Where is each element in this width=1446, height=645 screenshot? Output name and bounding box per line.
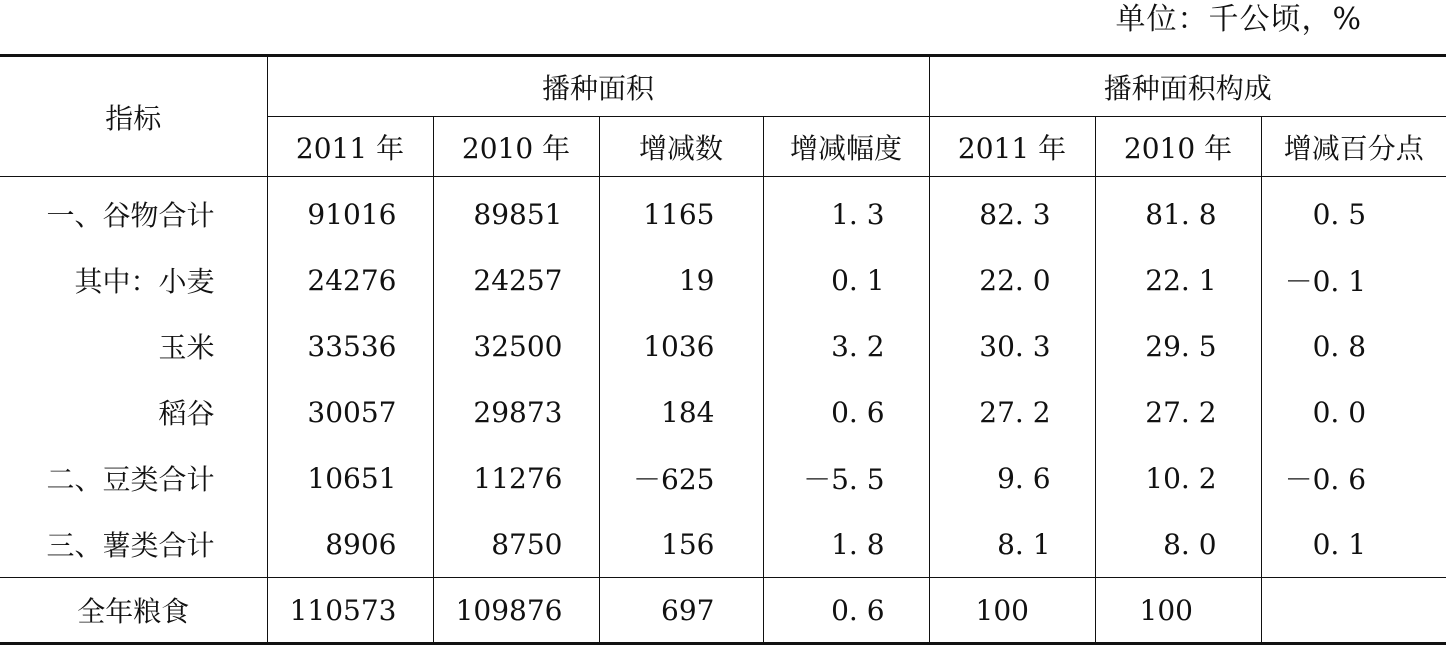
total-row [0,578,1446,644]
row-label: 稻谷 [158,397,215,430]
table-row [0,379,1446,445]
cell-value: 8. 1 [929,511,1095,578]
cell-value: 10651 [267,445,433,511]
cell-value: 0. 5 [1261,177,1446,248]
cell-value: 91016 [267,177,433,248]
col-share-2010: 2010 年 [1095,117,1261,177]
cell-value: 24276 [267,247,433,313]
cell-value: 0. 6 [763,379,929,445]
table-row [0,511,1446,578]
cell-value: 30057 [267,379,433,445]
cell-value: 0. 1 [763,247,929,313]
cell-value: 27. 2 [1095,379,1261,445]
cell-value: 1036 [599,313,763,379]
cell-value: 32500 [433,313,599,379]
cell-value: 109876 [433,578,599,644]
col-area-change-rate: 增减幅度 [763,117,929,177]
cell-value: 11276 [433,445,599,511]
sown-area-share-header: 播种面积构成 [929,56,1446,117]
indicator-header: 指标 [0,56,267,177]
row-label: 一、谷物合计 [46,199,215,232]
table-row [0,177,1446,248]
table-row [0,445,1446,511]
row-label: 玉米 [158,331,215,364]
cell-value: 29. 5 [1095,313,1261,379]
cell-value: －0. 1 [1261,247,1446,313]
grain-area-table [0,54,1446,645]
table-row [0,247,1446,313]
col-share-change-points: 增减百分点 [1261,117,1446,177]
row-label: 二、豆类合计 [46,463,215,496]
table-row [0,313,1446,379]
col-area-2010: 2010 年 [433,117,599,177]
cell-value: 8. 0 [1095,511,1261,578]
cell-value: 19 [599,247,763,313]
cell-value: 0. 6 [763,578,929,644]
cell-value: 27. 2 [929,379,1095,445]
cell-value: 184 [599,379,763,445]
cell-value: 33536 [267,313,433,379]
total-label: 全年粮食 [0,578,267,644]
cell-value: －0. 6 [1261,445,1446,511]
cell-value: －625 [599,445,763,511]
cell-value: 29873 [433,379,599,445]
cell-value: 1165 [599,177,763,248]
cell-value: 0. 8 [1261,313,1446,379]
cell-value: 82. 3 [929,177,1095,248]
row-label: 三、薯类合计 [46,529,215,562]
cell-value: 3. 2 [763,313,929,379]
cell-value: 1. 3 [763,177,929,248]
row-label: 其中：小麦 [74,265,215,298]
cell-value: 697 [599,578,763,644]
cell-value: 89851 [433,177,599,248]
cell-value: 10. 2 [1095,445,1261,511]
col-area-change: 增减数 [599,117,763,177]
cell-value: 81. 8 [1095,177,1261,248]
cell-value: 100 [1095,578,1261,644]
col-share-2011: 2011 年 [929,117,1095,177]
unit-note: 单位：千公顷，% [1115,2,1362,37]
col-area-2011: 2011 年 [267,117,433,177]
cell-value: 22. 1 [1095,247,1261,313]
cell-value: 110573 [267,578,433,644]
cell-value: 22. 0 [929,247,1095,313]
cell-value: 8750 [433,511,599,578]
cell-value: 1. 8 [763,511,929,578]
cell-value: 8906 [267,511,433,578]
sown-area-header: 播种面积 [267,56,929,117]
cell-value: 0. 1 [1261,511,1446,578]
cell-value: 156 [599,511,763,578]
cell-value: －5. 5 [763,445,929,511]
cell-value: 0. 0 [1261,379,1446,445]
cell-value: 9. 6 [929,445,1095,511]
cell-value [1261,578,1446,644]
cell-value: 24257 [433,247,599,313]
cell-value: 100 [929,578,1095,644]
cell-value: 30. 3 [929,313,1095,379]
